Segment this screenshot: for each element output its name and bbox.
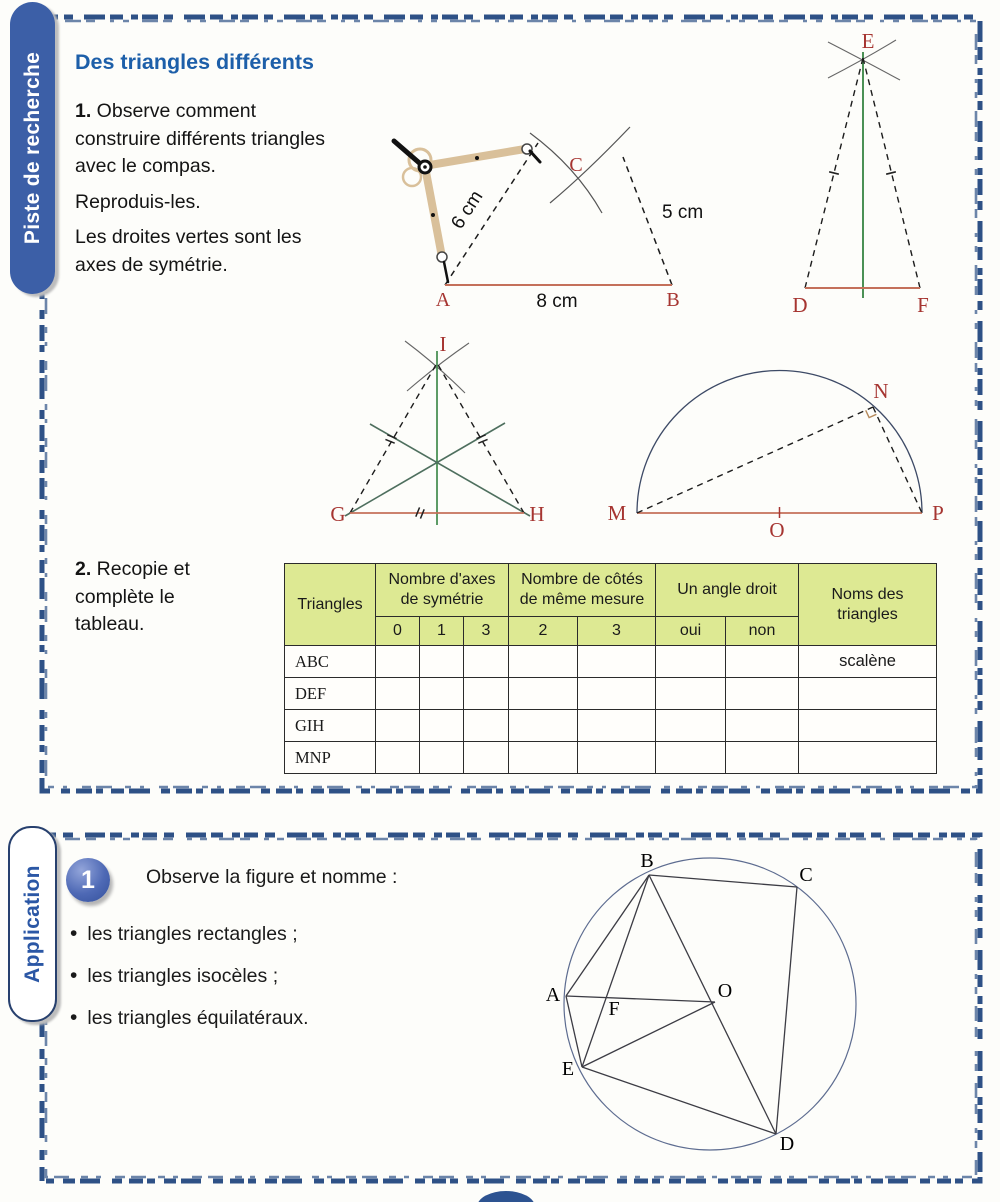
figure-triangle-abc	[378, 103, 730, 318]
subcol-non: non	[726, 617, 799, 646]
instruction-step2	[75, 556, 205, 639]
bullet-text: les triangles équilatéraux.	[87, 1007, 309, 1029]
bullet-icon: •	[70, 964, 78, 987]
vertex-c-label: C	[569, 154, 583, 176]
empty-cell	[578, 678, 656, 710]
bullet-icon: •	[70, 922, 78, 945]
row-label: MNP	[285, 742, 376, 774]
point-e-label: E	[561, 1058, 575, 1080]
vertex-m-label: M	[607, 501, 627, 525]
step2-number: 2.	[75, 558, 92, 580]
side-mn-dashed	[637, 407, 873, 513]
vertex-f-label: F	[917, 293, 929, 317]
vertex-a-label: A	[435, 289, 451, 311]
instruction-line3: Les droites vertes sont les axes de symétrie.	[75, 226, 302, 276]
point-a-label: A	[545, 984, 561, 1006]
tab-application	[8, 826, 57, 1022]
empty-cell	[509, 710, 578, 742]
vertex-e-label: E	[861, 29, 875, 53]
row-nom	[799, 710, 937, 742]
empty-cell	[509, 742, 578, 774]
length-ac-label: 6 cm	[447, 187, 488, 233]
empty-cell	[376, 742, 420, 774]
figure-semicircle-mnp	[603, 358, 955, 545]
tab-piste-label: Piste de recherche	[20, 51, 44, 245]
instruction-line2: Reproduis-les.	[75, 191, 201, 213]
figure-triangle-gih	[325, 333, 560, 545]
empty-cell	[420, 678, 464, 710]
subcol-1: 1	[420, 617, 464, 646]
bullet-item-isoceles	[70, 964, 278, 988]
empty-cell	[464, 742, 509, 774]
arc-from-b	[550, 127, 630, 203]
side-np-dashed	[873, 407, 922, 513]
table-row-abc	[285, 646, 937, 678]
subcol-3b: 3	[578, 617, 656, 646]
table-row-mnp	[285, 742, 937, 774]
empty-cell	[376, 710, 420, 742]
col-header-noms: Noms des triangles	[799, 564, 937, 646]
exercise-number-badge: 1	[66, 858, 110, 902]
page-title: Des triangles différents	[75, 50, 314, 74]
figure-circle-triangles	[540, 843, 880, 1165]
empty-cell	[578, 710, 656, 742]
subcol-2: 2	[509, 617, 578, 646]
col-header-triangles: Triangles	[285, 564, 376, 646]
bullet-text: les triangles rectangles ;	[87, 923, 298, 945]
point-d-label: D	[779, 1133, 795, 1155]
figure-triangle-def	[790, 28, 950, 320]
empty-cell	[420, 710, 464, 742]
row-nom	[799, 742, 937, 774]
page-number-bubble	[477, 1191, 535, 1202]
subcol-oui: oui	[656, 617, 726, 646]
bullet-item-equilateraux	[70, 1006, 309, 1030]
point-b-label: B	[640, 850, 654, 872]
table-row-def	[285, 678, 937, 710]
tick-de	[829, 172, 839, 174]
empty-cell	[376, 678, 420, 710]
subcol-3a: 3	[464, 617, 509, 646]
triangles-table	[284, 563, 937, 774]
empty-cell	[726, 710, 799, 742]
point-c-label: C	[799, 864, 813, 886]
col-group-cotes: Nombre de côtés de même mesure	[509, 564, 656, 617]
empty-cell	[420, 646, 464, 678]
vertex-h-label: H	[529, 502, 545, 526]
center-o-label: O	[769, 518, 785, 542]
vertex-b-label: B	[666, 289, 680, 311]
exercise-prompt: Observe la figure et nomme :	[146, 866, 398, 888]
bullet-item-rectangles	[70, 922, 298, 946]
vertex-p-label: P	[932, 501, 944, 525]
empty-cell	[509, 646, 578, 678]
step2-text: Recopie et complète le tableau.	[75, 558, 190, 636]
chord-segments	[566, 875, 797, 1134]
empty-cell	[464, 710, 509, 742]
length-ab-label: 8 cm	[536, 291, 578, 312]
instruction-step1	[75, 98, 337, 181]
row-nom: scalène	[799, 646, 937, 678]
empty-cell	[656, 710, 726, 742]
empty-cell	[656, 646, 726, 678]
vertex-n-label: N	[873, 379, 889, 403]
step1-text: Observe comment construire différents triangles avec le compas.	[75, 100, 326, 178]
row-label: DEF	[285, 678, 376, 710]
empty-cell	[578, 646, 656, 678]
vertex-g-label: G	[330, 502, 346, 526]
point-o-label: O	[717, 980, 733, 1002]
point-f-label: F	[608, 998, 620, 1020]
bullet-text: les triangles isocèles ;	[87, 965, 279, 987]
empty-cell	[726, 678, 799, 710]
row-label: ABC	[285, 646, 376, 678]
empty-cell	[726, 742, 799, 774]
tick-fe	[886, 172, 896, 174]
empty-cell	[656, 678, 726, 710]
empty-cell	[464, 678, 509, 710]
bullet-icon: •	[70, 1006, 78, 1029]
step1-number: 1.	[75, 100, 92, 122]
empty-cell	[420, 742, 464, 774]
subcol-0: 0	[376, 617, 420, 646]
length-bc-label: 5 cm	[662, 202, 704, 223]
vertex-i-label: I	[439, 333, 447, 356]
empty-cell	[376, 646, 420, 678]
empty-cell	[726, 646, 799, 678]
arc-from-a	[530, 133, 602, 213]
col-group-axes: Nombre d'axes de symétrie	[376, 564, 509, 617]
table-row-gih	[285, 710, 937, 742]
empty-cell	[509, 678, 578, 710]
empty-cell	[464, 646, 509, 678]
col-group-angle: Un angle droit	[656, 564, 799, 617]
empty-cell	[578, 742, 656, 774]
row-label: GIH	[285, 710, 376, 742]
vertex-d-label: D	[792, 293, 808, 317]
row-nom	[799, 678, 937, 710]
empty-cell	[656, 742, 726, 774]
tab-piste-de-recherche	[10, 2, 55, 294]
tab-application-label: Application	[20, 865, 44, 983]
